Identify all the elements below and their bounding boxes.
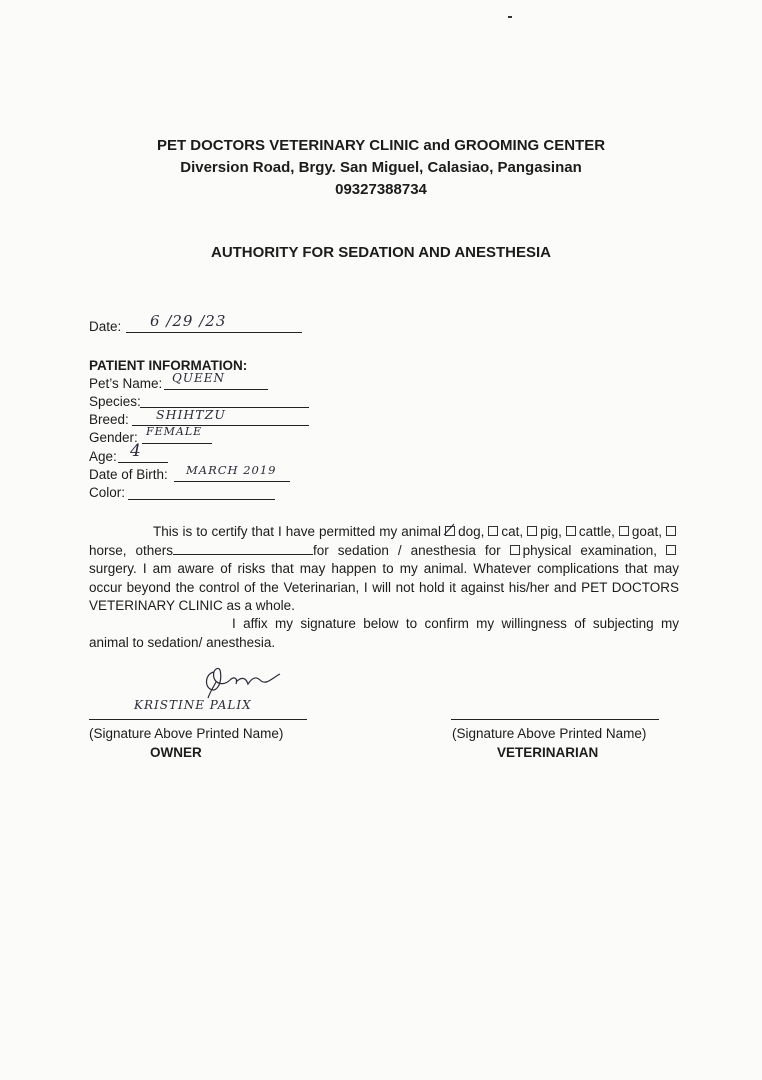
horse-others-option: horse, others bbox=[89, 542, 174, 558]
dog-option: dog, bbox=[458, 524, 485, 539]
cattle-option: cattle, bbox=[578, 524, 615, 539]
species-label: Species: bbox=[89, 394, 141, 409]
age-label: Age: bbox=[89, 449, 117, 464]
clinic-phone: 09327388734 bbox=[335, 181, 427, 198]
pet-name-line bbox=[164, 389, 268, 390]
checkmark-icon bbox=[443, 523, 455, 537]
surgery-checkbox[interactable] bbox=[666, 545, 676, 555]
consent-paragraph bbox=[89, 523, 679, 616]
pet-name-value[interactable]: QUEEN bbox=[172, 371, 225, 385]
owner-role: OWNER bbox=[150, 745, 202, 760]
pig-option: pig, bbox=[540, 524, 562, 539]
patient-info-heading: PATIENT INFORMATION: bbox=[89, 358, 248, 373]
clinic-name: PET DOCTORS VETERINARY CLINIC and GROOMING CENTER bbox=[156, 137, 606, 154]
horse-checkbox[interactable] bbox=[666, 526, 676, 536]
owner-printed-name: KRISTINE PALIX bbox=[134, 698, 252, 712]
vet-signature-line bbox=[451, 719, 659, 720]
dog-checkbox[interactable] bbox=[445, 526, 455, 536]
clinic-address: Diversion Road, Brgy. San Miguel, Calasiao, Pangasinan bbox=[180, 159, 582, 176]
date-line bbox=[126, 332, 302, 333]
cat-checkbox[interactable] bbox=[488, 526, 498, 536]
vet-caption: (Signature Above Printed Name) bbox=[452, 726, 647, 741]
owner-caption: (Signature Above Printed Name) bbox=[89, 726, 284, 741]
cat-option: cat, bbox=[501, 524, 524, 539]
dob-value[interactable]: MARCH 2019 bbox=[186, 463, 277, 477]
sedation-text: for sedation / anesthesia for bbox=[313, 542, 501, 558]
signature-affirmation: I affix my signature below to confirm my willingness of subjecting my animal to sedation/ anesthesia. bbox=[89, 616, 679, 650]
exam-checkbox[interactable] bbox=[510, 545, 520, 555]
gender-label: Gender: bbox=[89, 430, 138, 445]
pet-name-label: Pet’s Name: bbox=[89, 376, 163, 391]
date-value[interactable]: 6 /29 /23 bbox=[150, 312, 227, 330]
dob-line bbox=[174, 481, 290, 482]
date-label: Date: bbox=[89, 319, 122, 334]
cattle-checkbox[interactable] bbox=[566, 526, 576, 536]
goat-option: goat, bbox=[631, 524, 662, 539]
color-line bbox=[128, 499, 275, 500]
gender-value[interactable]: FEMALE bbox=[146, 425, 203, 438]
scan-mark bbox=[508, 16, 512, 18]
vet-role: VETERINARIAN bbox=[497, 745, 599, 760]
gender-line bbox=[142, 443, 212, 444]
breed-value[interactable]: SHIHTZU bbox=[156, 407, 226, 422]
owner-signature-line bbox=[89, 719, 307, 720]
others-blank[interactable] bbox=[173, 542, 313, 555]
age-line bbox=[118, 462, 168, 463]
form-title: AUTHORITY FOR SEDATION AND ANESTHESIA bbox=[210, 244, 551, 261]
pig-checkbox[interactable] bbox=[527, 526, 537, 536]
color-label: Color: bbox=[89, 485, 126, 500]
exam-option: physical examination, bbox=[522, 542, 657, 558]
dob-label: Date of Birth: bbox=[89, 467, 168, 482]
consent-intro-text: This is to certify that I have permitted my animal bbox=[153, 524, 442, 539]
age-value[interactable]: 4 bbox=[130, 441, 142, 461]
risk-text: I am aware of risks that may happen to my animal. Whatever complications that may occur beyond the control of the Veterinarian, I will not hold it against his/her and PET DOCTORS VETERINARY CLINIC as a whole. bbox=[89, 561, 679, 613]
goat-checkbox[interactable] bbox=[619, 526, 629, 536]
surgery-option: surgery. bbox=[89, 561, 137, 576]
breed-label: Breed: bbox=[89, 412, 129, 427]
